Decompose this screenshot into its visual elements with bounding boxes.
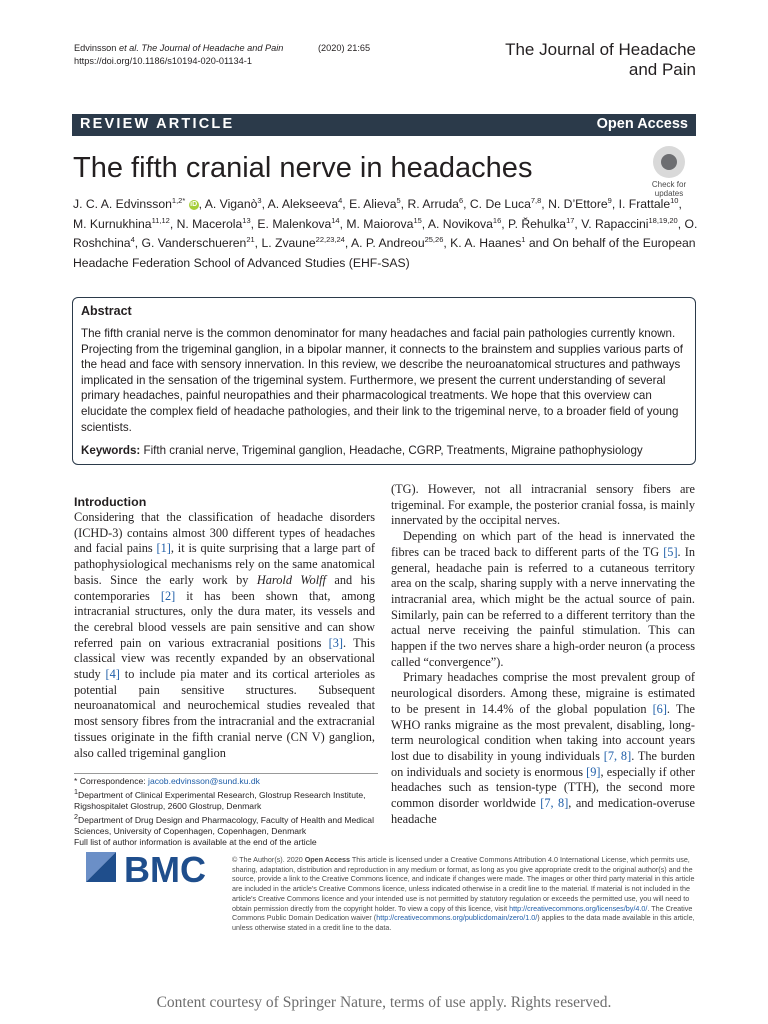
footnotes xyxy=(74,773,378,848)
affiliation-marker: 6 xyxy=(458,195,464,205)
open-access-label: Open Access xyxy=(596,116,688,132)
affiliation-marker: 1,2* xyxy=(171,195,186,205)
article-title: The fifth cranial nerve in headaches xyxy=(73,152,533,184)
abstract-heading: Abstract xyxy=(81,304,132,318)
affiliation-marker: 13 xyxy=(242,215,251,225)
author-name: , N. D’Ettore xyxy=(541,197,608,211)
correspondence-email-link[interactable]: jacob.edvinsson@sund.ku.dk xyxy=(148,776,260,786)
body-column-right xyxy=(391,482,695,827)
author-name: , A. Novikova xyxy=(421,216,493,231)
citation-year: (2020) 21:65 xyxy=(318,43,371,53)
article-type-banner xyxy=(72,114,696,136)
affiliation-marker: 9 xyxy=(607,195,612,205)
correspondence: * Correspondence: jacob.edvinsson@sund.ku.dk xyxy=(74,776,260,786)
author-name: , L. Zvaune xyxy=(254,236,316,251)
author-name: J. C. A. Edvinsson xyxy=(73,197,172,211)
author-name: , C. De Luca xyxy=(463,197,531,211)
author-name: , P. Řehulka xyxy=(501,216,567,231)
paragraph: Depending on which part of the head is innervated the fibres can be traced back to different parts of the TG [5]. In general, headache pain is referred to a cutaneous territory area on the scalp, sharing supply with a nerve innervating the intracranial area, which might be the actual source of pain. Similarly, pain can be referred to a different territory than the actual nerve receiving the painful stimulation. This can happen if the two nerves share a high-order neuron (a process called “convergence”). xyxy=(391,529,695,669)
cc-by-license-link[interactable]: http://creativecommons.org/licenses/by/4.0/ xyxy=(509,903,648,913)
affiliation-marker: 18,19,20 xyxy=(648,215,678,225)
affiliation-marker: 4 xyxy=(130,235,135,245)
author-name: , G. Vanderschueren xyxy=(134,236,247,251)
section-heading-introduction: Introduction xyxy=(74,495,147,509)
orcid-icon[interactable]: iD xyxy=(190,200,198,208)
affiliation-marker: 21 xyxy=(246,235,255,245)
affiliation-marker: 15 xyxy=(413,215,422,225)
author-list xyxy=(73,195,698,273)
citation-link[interactable]: [9] xyxy=(586,764,601,779)
paragraph: Primary headaches comprise the most prevalent group of neurological disorders. Among these, migraine is estimated to be present in 14.4% of the global population [6]. The WHO ranks migraine as the most prevalent, disabling, long-term neurological condition when taking into account years lost due to disability in young individuals [7, 8]. The burden on individuals and society is enormous [9], especially if other headaches such as tension-type (TTH), the second more common disorder worldwide [7, 8], and medication-overuse headache xyxy=(391,670,696,826)
bmc-logo-icon xyxy=(86,852,224,888)
running-header xyxy=(74,42,371,68)
paragraph: (TG). However, not all intracranial sensory fibers are trigeminal. For example, the posterior cranial fossa, is mainly innervated by the occipital nerves. xyxy=(391,482,695,528)
author-name: , A. Viganò xyxy=(198,197,258,211)
author-name: , E. Malenkova xyxy=(250,216,332,231)
citation-link[interactable]: [6] xyxy=(652,701,667,716)
article-type: REVIEW ARTICLE xyxy=(80,116,235,132)
license-text: © The Author(s). 2020 Open Access This article is licensed under a Creative Commons Attribution 4.0 International License, which permits use, sharing, adaptation, distribution and reproduction in any medium or format, as long as you give appropriate credit to the original author(s) and the source, provide a link to the Creative Commons licence, and indicate if changes were made. The images or other third party material in this article are included in the article's Creative Commons licence, unless indicated otherwise in a credit line to the material. If material is not included in the article's Creative Commons licence and your intended use is not permitted by statutory regulation or exceeds the permitted use, you will need to obtain permission directly from the copyright holder. To view a copy of this licence, visit http://creativecommons.org/licenses/by/4.0/. The Creative Commons Public Domain Dedication waiver (http://creativecommons.org/publicdomain/zero/1.0/) applies to the data made available in this article, unless otherwise stated in a credit line to the data. xyxy=(232,855,695,932)
citation-link[interactable]: [1] xyxy=(156,541,171,556)
check-for-updates-button[interactable]: Check for updates xyxy=(643,146,695,202)
author-info-note: Full list of author information is available at the end of the article xyxy=(74,836,317,847)
body-column-left xyxy=(74,495,375,761)
affiliation-marker: 14 xyxy=(331,215,340,225)
check-updates-icon xyxy=(653,146,685,178)
journal-name: The Journal of Headache and Pain xyxy=(505,40,696,79)
author-name: , M. Maiorova xyxy=(339,216,414,231)
citation-link[interactable]: [5] xyxy=(663,544,678,559)
affiliation-marker: 25,26 xyxy=(424,235,444,245)
affiliation-marker: 4 xyxy=(338,195,343,205)
citation-link[interactable]: [7, 8] xyxy=(603,748,632,763)
author-name: , A. P. Andreou xyxy=(344,236,425,251)
author-name: , I. Frattale xyxy=(611,197,671,211)
author-name: , K. A. Haanes xyxy=(443,236,522,251)
springer-courtesy-notice: Content courtesy of Springer Nature, terms of use apply. Rights reserved. xyxy=(156,994,612,1011)
abstract-text: The fifth cranial nerve is the common denominator for many headaches and facial pain pathologies currently known. Projecting from the trigeminal ganglion, in a bipolar manner, it connects to the brainstem and supplies various parts of the head and face with sensory innervation. In this review, we describe the neuroanatomical structures and pathways implicated in the sensation of the trigeminal system. Furthermore, we present the current understanding of several primary headaches, painful neuropathies and their pharmacological treatments. We hope that this overview can elucidate the complex field of headache pathologies, and their link to the trigeminal nerve, to a broader field of young scientists. xyxy=(81,327,683,434)
citation-link[interactable]: [4] xyxy=(105,667,120,682)
affiliation-marker: 16 xyxy=(492,215,502,225)
affiliation-marker: 1 xyxy=(521,235,526,245)
author-name: , N. Macerola xyxy=(169,216,243,231)
bmc-logo xyxy=(86,852,224,888)
abstract-box xyxy=(72,297,696,465)
author-name: , A. Alekseeva xyxy=(261,197,339,211)
citation-link[interactable]: [3] xyxy=(328,635,343,650)
affiliation-marker: 5 xyxy=(396,195,401,205)
affiliation-marker: 11,12 xyxy=(151,215,170,225)
affiliation-marker: 10 xyxy=(670,195,679,205)
svg-text:BMC: BMC xyxy=(124,852,206,888)
author-name: , E. Alieva xyxy=(342,197,397,211)
author-name: , O. Roshchina xyxy=(73,216,698,251)
affiliation-marker: 7,8 xyxy=(530,195,542,205)
affiliation-marker: 17 xyxy=(566,215,575,225)
author-name: , V. Rapaccini xyxy=(574,216,649,231)
author-name: , R. Arruda xyxy=(400,197,459,211)
author-collaboration: and On behalf of the European Headache Federation School of Advanced Studies (EHF-SAS) xyxy=(73,236,696,270)
citation-link[interactable]: [2] xyxy=(160,588,176,603)
affiliation-2: $^2$Department of Drug Design and Pharmacology, Faculty of Health and Medical Sciences, University of Copenhagen, Copenhagen, Denmark xyxy=(74,812,374,836)
citation-line: Edvinsson et al. The Journal of Headache and Pain xyxy=(74,43,284,53)
cc0-waiver-link[interactable]: http://creativecommons.org/publicdomain/zero/1.0/ xyxy=(376,913,538,923)
author-name: , M. Kurnukhina xyxy=(73,197,682,231)
affiliation-1: $^1$Department of Clinical Experimental Research, Glostrup Research Institute, Rigshospitalet Glostrup, 2600 Glostrup, Denmark xyxy=(74,788,366,811)
doi-link[interactable]: https://doi.org/10.1186/s10194-020-01134-1 xyxy=(74,56,252,66)
citation-link[interactable]: [7, 8] xyxy=(540,796,569,811)
affiliation-marker: 22,23,24 xyxy=(315,235,345,245)
paragraph: Considering that the classification of headache disorders (ICHD-3) contains almost 300 different types of headaches and facial pains [1], it is quite surprising that a large part of pathophysiological mechanisms rely on the same anatomical basis. Since the early work by Harold Wolff and his contemporaries [2] it has been shown that, among intracranial structures, only the dura mater, its vessels and the cerebral blood vessels are pain sensitive and can show referred pain on various extracranial positions [3]. This classical view was recently expanded by an observational study [4] to include pia mater and its cortical arterioles as potential pain sensitive structures. Subsequent neuroanatomical and neurochemical studies revealed that most sensory fibres from the intracranial and the extracranial tissues originate in the fifth cranial nerve (CN V) ganglion, also called trigeminal ganglion xyxy=(74,510,376,760)
keywords: Keywords: Fifth cranial nerve, Trigeminal ganglion, Headache, CGRP, Treatments, Migraine pathophysiology xyxy=(81,444,643,457)
affiliation-marker: 3 xyxy=(257,195,262,205)
